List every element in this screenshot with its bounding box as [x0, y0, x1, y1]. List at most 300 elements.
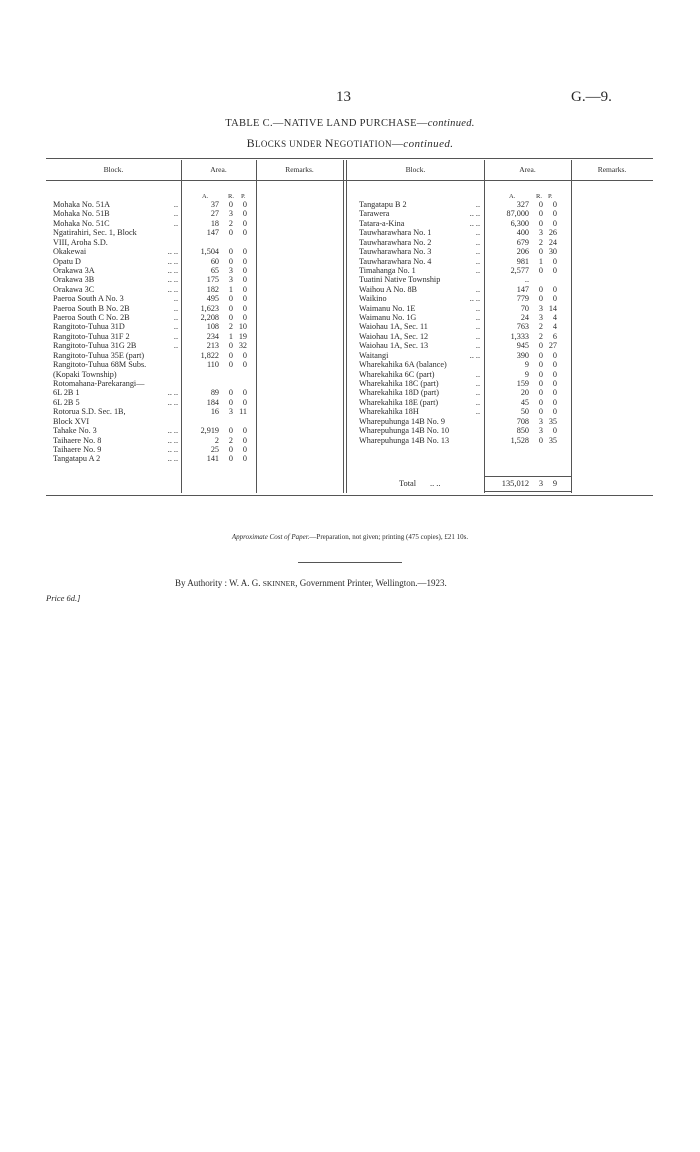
total-top-rule: [485, 476, 571, 477]
block-name-cell: Waitangi: [359, 350, 389, 360]
left-unit-roods: R.: [228, 193, 234, 200]
roods-cell: 0: [228, 303, 233, 313]
table-row: [0, 247, 700, 256]
leader-dots: ..: [173, 322, 178, 332]
perches-cell: 10: [238, 322, 247, 332]
roods-cell: 0: [228, 454, 233, 464]
leader-dots: .. ..: [469, 218, 480, 228]
block-name-cell: Waikino: [359, 294, 387, 304]
cost-text: —Preparation, not given; printing (475 copies), £21 10s.: [309, 533, 469, 541]
perches-cell: 26: [548, 228, 557, 238]
table-row: [0, 351, 700, 360]
table-row: [0, 219, 700, 228]
table-row: [0, 436, 700, 445]
leader-dots: ..: [173, 303, 178, 313]
block-name-cell: Waimanu No. 1G: [359, 313, 417, 323]
total-roods: 3: [538, 479, 543, 488]
perches-cell: 0: [242, 256, 247, 266]
perches-cell: 0: [242, 303, 247, 313]
block-name-cell: (Kopaki Township): [53, 369, 117, 379]
block-name-cell: Wharekahika 6C (part): [359, 369, 435, 379]
block-name-cell: Wharekahika 18D (part): [359, 388, 440, 398]
acres-cell: 2,577: [510, 265, 529, 275]
leader-dots: .. ..: [167, 284, 178, 294]
roods-cell: 3: [538, 228, 543, 238]
acres-cell: 1,623: [200, 303, 219, 313]
perches-cell: 24: [548, 237, 557, 247]
total-text: Total: [399, 479, 417, 488]
leader-dots: ..: [475, 341, 480, 351]
block-name-cell: Block XVI: [53, 416, 90, 426]
roods-cell: 2: [538, 331, 543, 341]
block-name-cell: VIII, Aroha S.D.: [53, 237, 108, 247]
acres-cell: 1,333: [510, 331, 529, 341]
roods-cell: 3: [538, 303, 543, 313]
roods-cell: 0: [228, 247, 233, 257]
perches-cell: 0: [242, 200, 247, 209]
roods-cell: 2: [228, 322, 233, 332]
perches-cell: 0: [552, 265, 557, 275]
leader-dots: ..: [173, 341, 178, 351]
roods-cell: 2: [228, 435, 233, 445]
leader-dots: .. ..: [167, 388, 178, 398]
roods-cell: 0: [538, 218, 543, 228]
leader-dots: ..: [475, 237, 480, 247]
price-note: Price 6d.]: [46, 593, 81, 603]
block-name-cell: Orakawa 3C: [53, 284, 95, 294]
perches-cell: 0: [242, 275, 247, 285]
leader-dots: ..: [475, 369, 480, 379]
table-row: [0, 257, 700, 266]
acres-cell: 206: [516, 247, 529, 257]
roods-cell: 0: [228, 294, 233, 304]
perches-cell: 0: [552, 407, 557, 417]
perches-cell: 0: [552, 284, 557, 294]
block-name-cell: Waimanu No. 1E: [359, 303, 416, 313]
right-block-header: Block.: [405, 165, 426, 174]
right-remarks-header: Remarks.: [597, 165, 627, 174]
roods-cell: 0: [538, 360, 543, 370]
block-name-cell: Timahanga No. 1: [359, 265, 416, 275]
table-row: [0, 294, 700, 303]
roods-cell: 0: [538, 397, 543, 407]
acres-cell: 25: [210, 444, 219, 454]
leader-dots: ..: [173, 209, 178, 219]
perches-cell: 6: [552, 331, 557, 341]
table-row: [0, 285, 700, 294]
block-name-cell: Rangitoto-Tuhua 31F 2: [53, 331, 130, 341]
table-row: [0, 238, 700, 247]
roods-cell: 0: [538, 294, 543, 304]
acres-cell: 141: [206, 454, 219, 464]
perches-cell: 27: [548, 341, 557, 351]
perches-cell: 0: [242, 247, 247, 257]
acres-cell: 400: [516, 228, 529, 238]
block-name-cell: Wharepuhunga 14B No. 13: [359, 435, 450, 445]
roods-cell: 0: [228, 256, 233, 266]
block-name-cell: Paeroa South C No. 2B: [53, 313, 130, 323]
subtitle-dash: —: [391, 138, 404, 150]
roods-cell: 0: [228, 444, 233, 454]
acres-cell: 2,208: [200, 313, 219, 323]
perches-cell: 11: [239, 407, 247, 417]
table-title-continued: continued.: [427, 118, 475, 129]
acres-cell: 213: [206, 341, 219, 351]
roods-cell: 1: [228, 331, 233, 341]
acres-cell: 945: [516, 341, 529, 351]
table-row: [0, 417, 700, 426]
block-name-cell: Rangitoto-Tuhua 31G 2B: [53, 341, 137, 351]
acres-cell: 108: [206, 322, 219, 332]
acres-cell: 1,528: [510, 435, 529, 445]
block-name-cell: Tauwharawhara No. 1: [359, 228, 432, 238]
perches-cell: 0: [552, 209, 557, 219]
leader-dots: ..: [475, 397, 480, 407]
perches-cell: 4: [552, 313, 557, 323]
roods-cell: 2: [228, 218, 233, 228]
acres-cell: 763: [516, 322, 529, 332]
roods-cell: 0: [228, 360, 233, 370]
subtitle-negotiation: EGOTIATION: [333, 139, 392, 149]
perches-cell: 0: [242, 426, 247, 436]
total-label: [399, 479, 416, 488]
page-number: 13: [336, 89, 351, 105]
roods-cell: 0: [228, 426, 233, 436]
block-name-cell: Tauwharawhara No. 4: [359, 256, 432, 266]
block-name-cell: Tarawera: [359, 209, 390, 219]
block-name-cell: Mohaka No. 51C: [53, 218, 110, 228]
roods-cell: 0: [228, 388, 233, 398]
perches-cell: 0: [242, 284, 247, 294]
acres-cell: 495: [206, 294, 219, 304]
roods-cell: 0: [538, 247, 543, 257]
roods-cell: 0: [228, 200, 233, 209]
acres-cell: 184: [206, 397, 219, 407]
acres-cell: 70: [520, 303, 529, 313]
leader-dots: ..: [475, 265, 480, 275]
acres-cell: 708: [516, 416, 529, 426]
cost-label: Approximate Cost of Paper.: [231, 533, 310, 541]
leader-dots: ..: [173, 200, 178, 209]
leader-dots: .. ..: [167, 265, 178, 275]
block-name-cell: Wharekahika 18E (part): [359, 397, 439, 407]
leader-dots: .. ..: [469, 209, 480, 219]
acres-cell: 234: [206, 331, 219, 341]
perches-cell: 0: [552, 200, 557, 209]
cost-of-paper-note: [0, 533, 700, 541]
acres-cell: 327: [516, 200, 529, 209]
right-unit-acres: A.: [509, 193, 516, 200]
perches-cell: 0: [552, 218, 557, 228]
perches-cell: 0: [552, 426, 557, 436]
subtitle-blocks-under: LOCKS UNDER: [254, 139, 325, 149]
subtitle-continued: continued.: [403, 138, 454, 150]
table-row: [0, 209, 700, 218]
acres-cell: 110: [207, 360, 219, 370]
block-name-cell: Tuatini Native Township: [359, 275, 441, 285]
table-row: [0, 398, 700, 407]
acres-cell: 24: [520, 313, 529, 323]
roods-cell: 3: [538, 426, 543, 436]
perches-cell: 0: [242, 397, 247, 407]
table-row: [0, 266, 700, 275]
table-title: [0, 118, 700, 129]
leader-dots: ..: [475, 228, 480, 238]
acres-cell: 390: [516, 350, 529, 360]
right-unit-roods: R.: [536, 193, 542, 200]
acres-cell: 9: [524, 360, 529, 370]
perches-cell: 0: [242, 444, 247, 454]
block-name-cell: Tauwharawhara No. 3: [359, 247, 432, 257]
table-top-rule: [46, 158, 653, 159]
perches-cell: 0: [242, 454, 247, 464]
leader-dots: ..: [173, 331, 178, 341]
leader-dots: ..: [475, 331, 480, 341]
table-row: [0, 370, 700, 379]
roods-cell: 0: [228, 350, 233, 360]
table-row: [0, 445, 700, 454]
footer-rule: [298, 562, 402, 563]
block-name-cell: Mohaka No. 51B: [53, 209, 110, 219]
acres-cell: 679: [516, 237, 529, 247]
table-row: [0, 454, 700, 463]
perches-cell: 0: [242, 435, 247, 445]
perches-cell: 0: [552, 397, 557, 407]
acres-cell: 87,000: [506, 209, 529, 219]
block-name-cell: Wharepuhunga 14B No. 10: [359, 426, 450, 436]
acres-cell: 65: [210, 265, 219, 275]
leader-dots: .. ..: [167, 435, 178, 445]
acres-cell: ..: [524, 275, 529, 285]
block-name-cell: Mohaka No. 51A: [53, 200, 111, 209]
leader-dots: ..: [475, 284, 480, 294]
block-name-cell: Paeroa South A No. 3: [53, 294, 124, 304]
authority-prefix: By Authority : W. A. G.: [175, 578, 263, 588]
perches-cell: 0: [242, 350, 247, 360]
roods-cell: 0: [538, 378, 543, 388]
acres-cell: 147: [516, 284, 529, 294]
table-row: [0, 360, 700, 369]
left-remarks-header: Remarks.: [285, 165, 314, 174]
table-bottom-rule: [46, 495, 653, 496]
leader-dots: .. ..: [167, 247, 178, 257]
leader-dots: ..: [173, 218, 178, 228]
acres-cell: 2,919: [200, 426, 219, 436]
block-name-cell: 6L 2B 5: [53, 397, 80, 407]
authority-line: [175, 578, 447, 588]
roods-cell: 0: [538, 341, 543, 351]
block-name-cell: Wharekahika 6A (balance): [359, 360, 447, 370]
acres-cell: 60: [210, 256, 219, 266]
acres-cell: 45: [520, 397, 529, 407]
block-name-cell: Tauwharawhara No. 2: [359, 237, 432, 247]
block-name-cell: Paeroa South B No. 2B: [53, 303, 130, 313]
acres-cell: 18: [210, 218, 219, 228]
table-title-main: TABLE C.—NATIVE LAND PURCHASE—: [225, 118, 428, 129]
block-name-cell: Waiohau 1A, Sec. 11: [359, 322, 428, 332]
block-name-cell: Wharekahika 18C (part): [359, 378, 439, 388]
roods-cell: 3: [228, 407, 233, 417]
roods-cell: 0: [538, 435, 543, 445]
acres-cell: 27: [210, 209, 219, 219]
table-row: [0, 379, 700, 388]
leader-dots: ..: [475, 313, 480, 323]
total-perches: 9: [552, 479, 557, 488]
block-name-cell: Tangatapu A 2: [53, 454, 101, 464]
perches-cell: 35: [548, 435, 557, 445]
left-block-header: Block.: [103, 165, 124, 174]
subtitle-initial-n: N: [324, 136, 334, 150]
left-unit-acres: A.: [202, 193, 209, 200]
block-name-cell: Okakewai: [53, 247, 87, 257]
block-name-cell: Waiohau 1A, Sec. 13: [359, 341, 429, 351]
roods-cell: 0: [538, 388, 543, 398]
left-unit-perches: P.: [241, 193, 246, 200]
leader-dots: .. ..: [167, 426, 178, 436]
roods-cell: 3: [228, 275, 233, 285]
roods-cell: 3: [228, 209, 233, 219]
block-name-cell: Wharepuhunga 14B No. 9: [359, 416, 445, 426]
perches-cell: 32: [238, 341, 247, 351]
acres-cell: 175: [206, 275, 219, 285]
table-row: [0, 332, 700, 341]
acres-cell: 779: [516, 294, 529, 304]
perches-cell: 0: [242, 265, 247, 275]
acres-cell: 850: [516, 426, 529, 436]
table-row: [0, 304, 700, 313]
block-name-cell: Rangitoto-Tuhua 68M Subs.: [53, 360, 147, 370]
total-acres: 135,012: [501, 479, 529, 488]
acres-cell: 50: [520, 407, 529, 417]
perches-cell: 0: [552, 388, 557, 398]
table-header-rule: [46, 180, 653, 181]
leader-dots: .. ..: [167, 275, 178, 285]
perches-cell: 0: [242, 228, 247, 238]
perches-cell: 0: [242, 313, 247, 323]
block-name-cell: Taihaere No. 8: [53, 435, 102, 445]
acres-cell: 147: [206, 228, 219, 238]
acres-cell: 6,300: [510, 218, 529, 228]
table-row: [0, 388, 700, 397]
roods-cell: 0: [538, 209, 543, 219]
right-unit-perches: P.: [548, 193, 553, 200]
table-row: [0, 426, 700, 435]
leader-dots: .. ..: [167, 256, 178, 266]
roods-cell: 2: [538, 322, 543, 332]
roods-cell: 0: [228, 397, 233, 407]
roods-cell: 0: [228, 228, 233, 238]
leader-dots: .. ..: [167, 454, 178, 464]
block-name-cell: Rangitoto-Tuhua 35E (part): [53, 350, 145, 360]
roods-cell: 1: [538, 256, 543, 266]
block-name-cell: Orakawa 3A: [53, 265, 95, 275]
leader-dots: ..: [173, 294, 178, 304]
block-name-cell: Wharekahika 18H: [359, 407, 419, 417]
total-dots: .. ..: [430, 479, 441, 488]
roods-cell: 0: [538, 350, 543, 360]
perches-cell: 0: [552, 256, 557, 266]
leader-dots: ..: [475, 200, 480, 209]
perches-cell: 0: [552, 378, 557, 388]
perches-cell: 35: [548, 416, 557, 426]
table-row: [0, 322, 700, 331]
roods-cell: 3: [538, 416, 543, 426]
perches-cell: 0: [552, 369, 557, 379]
perches-cell: 0: [552, 350, 557, 360]
block-name-cell: Taihaere No. 9: [53, 444, 102, 454]
leader-dots: ..: [475, 407, 480, 417]
block-name-cell: Opatu D: [53, 256, 81, 266]
block-name-cell: Orakawa 3B: [53, 275, 95, 285]
table-row: [0, 228, 700, 237]
block-name-cell: 6L 2B 1: [53, 388, 80, 398]
leader-dots: .. ..: [167, 397, 178, 407]
leader-dots: ..: [475, 256, 480, 266]
perches-cell: 30: [548, 247, 557, 257]
roods-cell: 2: [538, 237, 543, 247]
acres-cell: 1,504: [200, 247, 219, 257]
right-area-header: Area.: [519, 165, 536, 174]
table-row: [0, 341, 700, 350]
roods-cell: 0: [538, 284, 543, 294]
roods-cell: 0: [538, 407, 543, 417]
roods-cell: 3: [538, 313, 543, 323]
block-name-cell: Rotorua S.D. Sec. 1B,: [53, 407, 126, 417]
block-name-cell: Ngatirahiri, Sec. 1, Block: [53, 228, 137, 238]
perches-cell: 0: [242, 218, 247, 228]
perches-cell: 0: [242, 360, 247, 370]
acres-cell: 159: [516, 378, 529, 388]
block-name-cell: Tahake No. 3: [53, 426, 97, 436]
acres-cell: 89: [210, 388, 219, 398]
acres-cell: 981: [516, 256, 529, 266]
acres-cell: 182: [206, 284, 219, 294]
table-row: [0, 407, 700, 416]
block-name-cell: Waihou A No. 8B: [359, 284, 418, 294]
perches-cell: 19: [238, 331, 247, 341]
block-name-cell: Rangitoto-Tuhua 31D: [53, 322, 125, 332]
roods-cell: 0: [228, 341, 233, 351]
roods-cell: 0: [538, 200, 543, 209]
left-area-header: Area.: [210, 165, 227, 174]
block-name-cell: Tangatapu B 2: [359, 200, 407, 209]
acres-cell: 16: [210, 407, 219, 417]
roods-cell: 3: [228, 265, 233, 275]
perches-cell: 0: [242, 209, 247, 219]
leader-dots: .. ..: [469, 350, 480, 360]
block-name-cell: Waiohau 1A, Sec. 12: [359, 331, 429, 341]
leader-dots: ..: [475, 247, 480, 257]
table-row: [0, 200, 700, 209]
roods-cell: 0: [228, 313, 233, 323]
authority-name: SKINNER: [262, 579, 296, 588]
subtitle-initial-b: B: [246, 136, 255, 150]
leader-dots: ..: [475, 303, 480, 313]
perches-cell: 0: [552, 360, 557, 370]
perches-cell: 14: [548, 303, 557, 313]
perches-cell: 0: [242, 388, 247, 398]
block-name-cell: Tatara-a-Kina: [359, 218, 405, 228]
leader-dots: ..: [475, 388, 480, 398]
acres-cell: 37: [210, 200, 219, 209]
leader-dots: .. ..: [167, 444, 178, 454]
table-subtitle: [0, 136, 700, 151]
leader-dots: .. ..: [469, 294, 480, 304]
block-name-cell: Rotomahana-Parekarangi—: [53, 378, 145, 388]
roods-cell: 0: [538, 369, 543, 379]
total-bottom-rule: [485, 491, 571, 492]
leader-dots: ..: [173, 313, 178, 323]
